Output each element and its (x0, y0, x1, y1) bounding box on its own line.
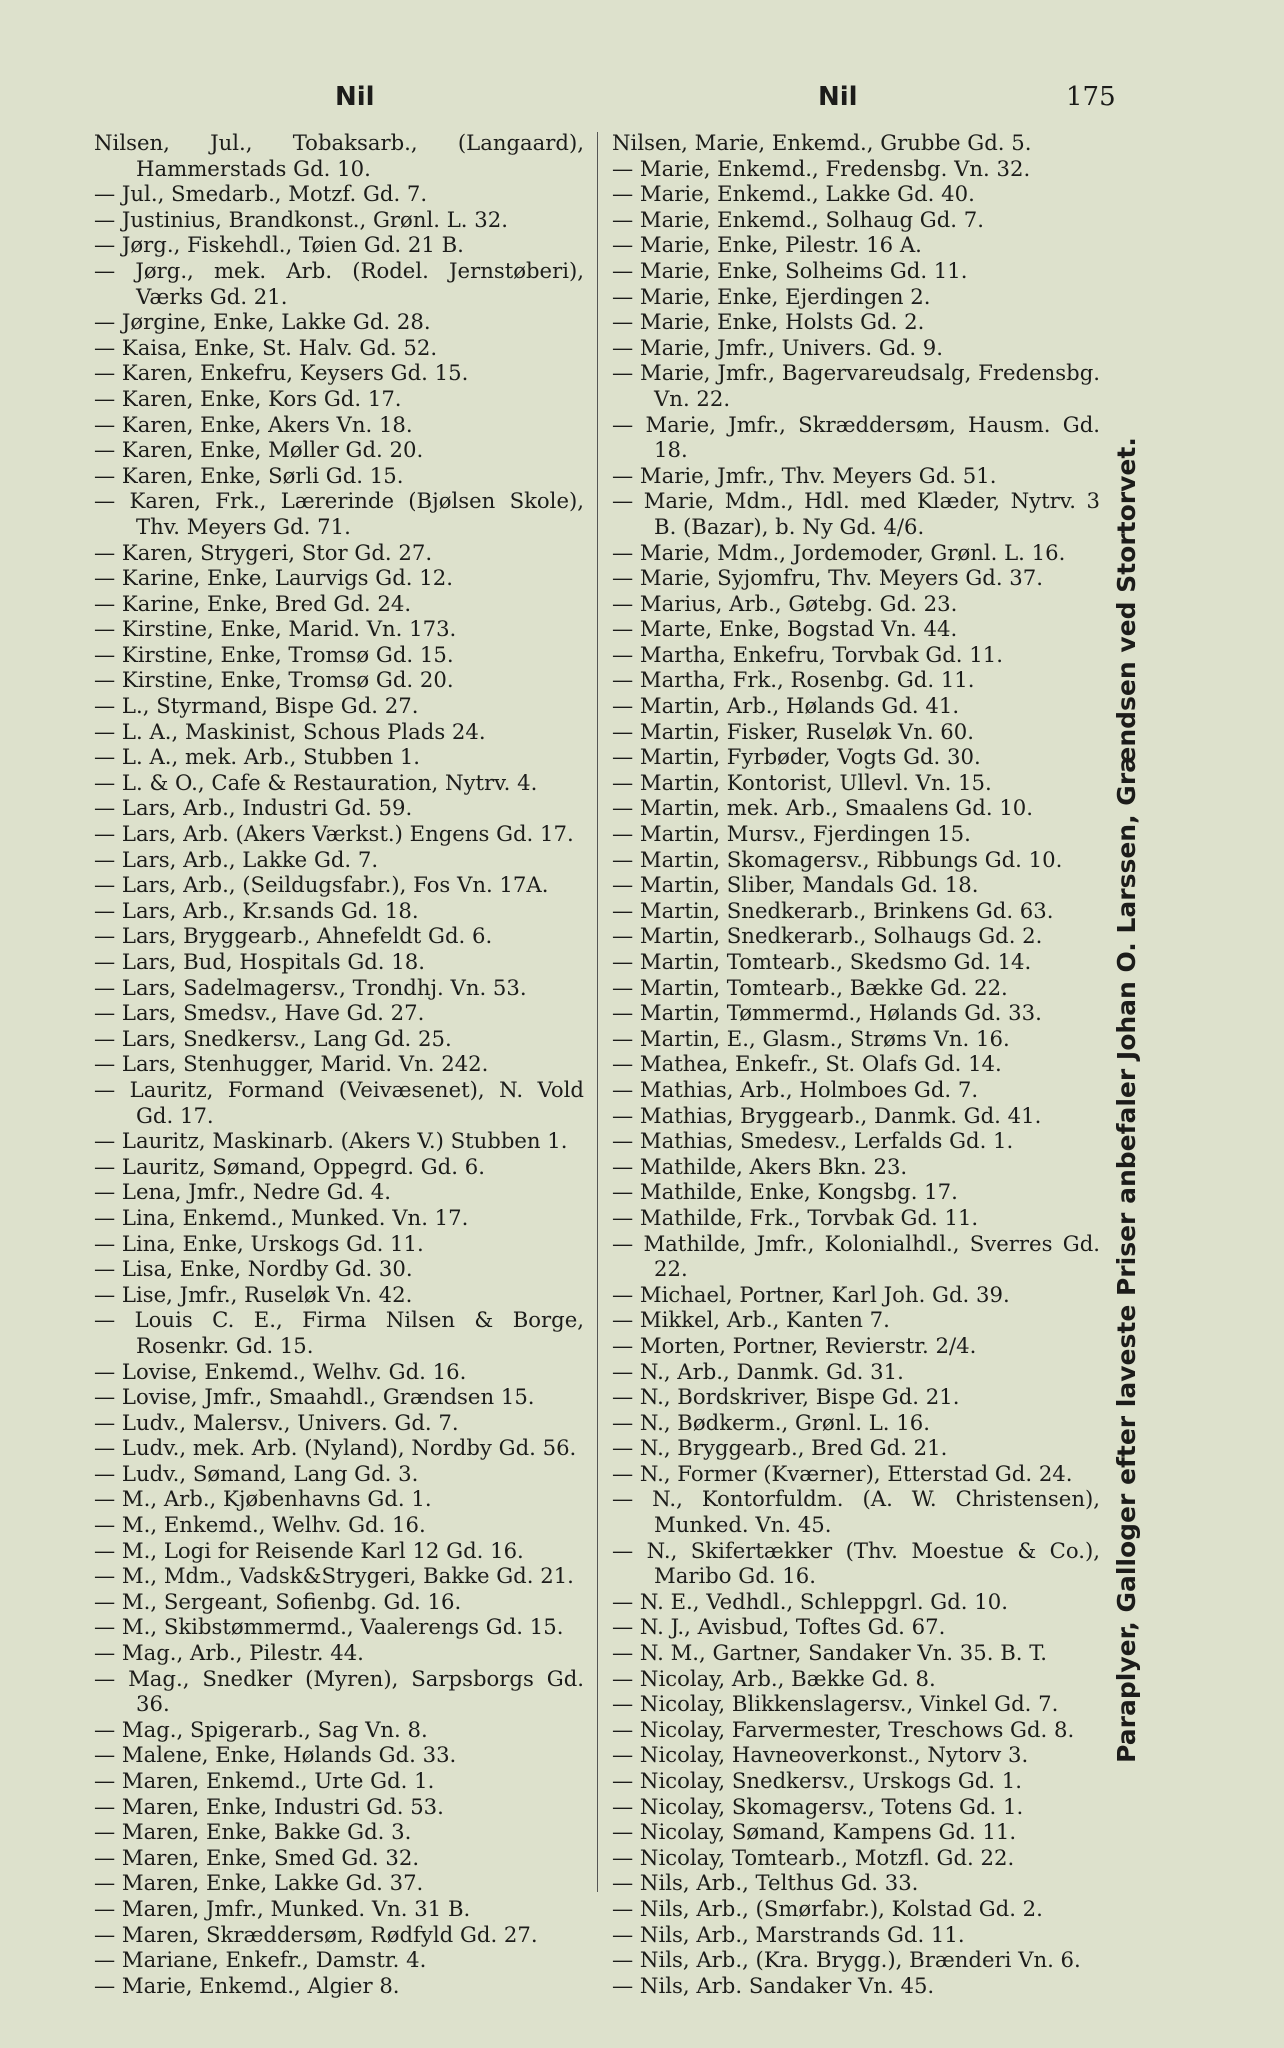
directory-entry: — M., Skibstømmermd., Vaalerengs Gd. 15. (94, 1614, 564, 1640)
directory-entry: — Martha, Frk., Rosenbg. Gd. 11. (612, 667, 975, 693)
directory-entry: — Michael, Portner, Karl Joh. Gd. 39. (612, 1281, 1010, 1307)
directory-entry: — Malene, Enke, Hølands Gd. 33. (94, 1742, 457, 1768)
directory-entry: — Mathias, Bryggearb., Danmk. Gd. 41. (612, 1102, 1042, 1128)
directory-entry: — Martin, mek. Arb., Smaalens Gd. 10. (612, 795, 1034, 821)
directory-entry: — Karen, Enke, Sørli Gd. 15. (94, 462, 404, 488)
directory-entry: — Nicolay, Skomagersv., Totens Gd. 1. (612, 1793, 1024, 1819)
directory-entry: — Mathias, Arb., Holmboes Gd. 7. (612, 1076, 979, 1102)
directory-entry: — Lars, Bryggearb., Ahnefeldt Gd. 6. (94, 923, 493, 949)
directory-entry: — Maren, Enke, Bakke Gd. 3. (94, 1819, 412, 1845)
directory-entry: — Karen, Enke, Akers Vn. 18. (94, 411, 413, 437)
directory-entry: — Martin, Snedkerarb., Solhaugs Gd. 2. (612, 923, 1043, 949)
directory-entry: — Nils, Arb., Telthus Gd. 33. (612, 1870, 919, 1896)
header-left-guide: Nil (335, 82, 375, 112)
directory-entry: — Marie, Enkemd., Fredensbg. Vn. 32. (612, 155, 1031, 181)
directory-entry: — Lina, Enkemd., Munked. Vn. 17. (94, 1204, 469, 1230)
header-center-guide: Nil (818, 82, 858, 112)
directory-entry: — Marius, Arb., Gøtebg. Gd. 23. (612, 590, 958, 616)
directory-entry: — Nils, Arb., Marstrands Gd. 11. (612, 1921, 965, 1947)
column-divider (597, 132, 598, 1892)
directory-entry: Nilsen, Jul., Tobaksarb., (Langaard), Hammerstads Gd. 10. (94, 130, 584, 181)
directory-entry: — Marie, Enke, Pilestr. 16 A. (612, 232, 922, 258)
directory-entry: — M., Arb., Kjøbenhavns Gd. 1. (94, 1486, 432, 1512)
directory-entry: — Marie, Jmfr., Univers. Gd. 9. (612, 334, 944, 360)
directory-entry: — Marie, Jmfr., Thv. Meyers Gd. 51. (612, 462, 997, 488)
directory-entry: — Martin, Kontorist, Ullevl. Vn. 15. (612, 769, 992, 795)
directory-entry: — Nicolay, Farvermester, Treschows Gd. 8. (612, 1716, 1075, 1742)
directory-entry: — Karine, Enke, Bred Gd. 24. (94, 590, 412, 616)
directory-entry: — Morten, Portner, Revierstr. 2/4. (612, 1332, 977, 1358)
directory-entry: — N., Arb., Danmk. Gd. 31. (612, 1358, 904, 1384)
directory-entry: — N. M., Gartner, Sandaker Vn. 35. B. T. (612, 1640, 1047, 1666)
directory-entry: — Nicolay, Sømand, Kampens Gd. 11. (612, 1819, 1017, 1845)
directory-entry: — Martin, Snedkerarb., Brinkens Gd. 63. (612, 897, 1054, 923)
directory-entry: — Marie, Jmfr., Skræddersøm, Hausm. Gd. 18. (612, 411, 1100, 463)
directory-entry: Nilsen, Marie, Enkemd., Grubbe Gd. 5. (612, 130, 1032, 155)
directory-entry: — Marie, Syjomfru, Thv. Meyers Gd. 37. (612, 565, 1043, 591)
directory-entry: — M., Enkemd., Welhv. Gd. 16. (94, 1512, 426, 1538)
directory-entry: — Lovise, Enkemd., Welhv. Gd. 16. (94, 1358, 467, 1384)
directory-entry: — Kirstine, Enke, Marid. Vn. 173. (94, 616, 457, 642)
directory-entry: — Kirstine, Enke, Tromsø Gd. 20. (94, 667, 454, 693)
directory-entry: — Maren, Enke, Smed Gd. 32. (94, 1844, 420, 1870)
directory-entry: — Nicolay, Havneoverkonst., Nytorv 3. (612, 1742, 1029, 1768)
directory-entry: — N., Former (Kværner), Etterstad Gd. 24. (612, 1460, 1073, 1486)
directory-entry: — Maren, Enke, Industri Gd. 53. (94, 1793, 444, 1819)
directory-entry: — Maren, Skræddersøm, Rødfyld Gd. 27. (94, 1921, 538, 1947)
directory-entry: — Jul., Smedarb., Motzf. Gd. 7. (94, 181, 428, 207)
directory-entry: — Martin, Tømmermd., Hølands Gd. 33. (612, 1000, 1042, 1026)
directory-entry: — Lars, Arb., Lakke Gd. 7. (94, 846, 379, 872)
directory-entry: — Lauritz, Sømand, Oppegrd. Gd. 6. (94, 1153, 485, 1179)
directory-entry: — Lars, Smedsv., Have Gd. 27. (94, 1000, 425, 1026)
directory-entry: — Martin, Sliber, Mandals Gd. 18. (612, 872, 979, 898)
directory-entry: — Karen, Strygeri, Stor Gd. 27. (94, 539, 433, 565)
directory-entry: — Mathilde, Akers Bkn. 23. (612, 1153, 908, 1179)
directory-entry: — M., Mdm., Vadsk&Strygeri, Bakke Gd. 21. (94, 1563, 574, 1589)
right-column (612, 130, 1100, 1998)
directory-entry: — Marie, Enkemd., Algier 8. (94, 1972, 400, 1998)
directory-entry: — Marie, Mdm., Jordemoder, Grønl. L. 16. (612, 539, 1066, 565)
directory-entry: — Lisa, Enke, Nordby Gd. 30. (94, 1256, 413, 1282)
directory-entry: — Martin, Tomtearb., Bække Gd. 22. (612, 974, 1008, 1000)
directory-entry: — Marie, Mdm., Hdl. med Klæder, Nytrv. 3 B. (Bazar), b. Ny Gd. 4/6. (612, 488, 1100, 539)
directory-entry: — L., Styrmand, Bispe Gd. 27. (94, 693, 419, 719)
directory-entry: — Marie, Enkemd., Lakke Gd. 40. (612, 181, 975, 207)
directory-entry: — Jørg., mek. Arb. (Rodel. Jernstøberi), Værks Gd. 21. (94, 257, 584, 309)
directory-entry: — Lovise, Jmfr., Smaahdl., Grændsen 15. (94, 1384, 535, 1410)
directory-entry: — Jørgine, Enke, Lakke Gd. 28. (94, 309, 431, 335)
directory-entry: — Nicolay, Snedkersv., Urskogs Gd. 1. (612, 1768, 1022, 1793)
directory-entry: — Lars, Bud, Hospitals Gd. 18. (94, 949, 425, 974)
directory-entry: — Lina, Enke, Urskogs Gd. 11. (94, 1230, 424, 1256)
directory-entry: — Lena, Jmfr., Nedre Gd. 4. (94, 1179, 391, 1205)
directory-entry: — Martin, E., Glasm., Strøms Vn. 16. (612, 1025, 1010, 1051)
directory-entry: — Nicolay, Arb., Bække Gd. 8. (612, 1665, 936, 1691)
directory-entry: — N., Bryggearb., Bred Gd. 21. (612, 1435, 948, 1461)
directory-entry: — Marie, Enkemd., Solhaug Gd. 7. (612, 206, 984, 232)
directory-entry: — Maren, Enkemd., Urte Gd. 1. (94, 1768, 435, 1793)
directory-entry: — Marie, Enke, Ejerdingen 2. (612, 283, 931, 309)
directory-entry: — Mag., Spigerarb., Sag Vn. 8. (94, 1716, 428, 1742)
directory-entry: — Mikkel, Arb., Kanten 7. (612, 1307, 890, 1333)
directory-entry: — Lars, Snedkersv., Lang Gd. 25. (94, 1025, 452, 1051)
directory-entry: — Ludv., Malersv., Univers. Gd. 7. (94, 1409, 459, 1435)
directory-entry: — Lars, Arb., Industri Gd. 59. (94, 795, 413, 821)
directory-entry: — Ludv., Sømand, Lang Gd. 3. (94, 1460, 419, 1486)
directory-entry: — Lauritz, Formand (Veivæsenet), N. Vold Gd. 17. (94, 1076, 584, 1128)
directory-entry: — N., Kontorfuldm. (A. W. Christensen), Munked. Vn. 45. (612, 1486, 1100, 1538)
directory-entry: — Nicolay, Blikkenslagersv., Vinkel Gd. 7. (612, 1691, 1059, 1717)
directory-entry: — Marie, Enke, Holsts Gd. 2. (612, 309, 925, 335)
directory-entry: — Louis C. E., Firma Nilsen & Borge, Rosenkr. Gd. 15. (94, 1307, 584, 1358)
directory-entry: — Lauritz, Maskinarb. (Akers V.) Stubben 1. (94, 1128, 568, 1154)
directory-entry: — Martha, Enkefru, Torvbak Gd. 11. (612, 641, 1003, 667)
directory-entry: — Nils, Arb., (Smørfabr.), Kolstad Gd. 2. (612, 1895, 1043, 1921)
directory-entry: — Martin, Skomagersv., Ribbungs Gd. 10. (612, 846, 1063, 872)
directory-entry: — Mathilde, Enke, Kongsbg. 17. (612, 1179, 958, 1205)
directory-entry: — Karen, Enke, Møller Gd. 20. (94, 437, 424, 463)
directory-entry: — N., Bødkerm., Grønl. L. 16. (612, 1409, 930, 1435)
directory-entry: — N. E., Vedhdl., Schleppgrl. Gd. 10. (612, 1588, 1008, 1614)
directory-entry: — Martin, Arb., Hølands Gd. 41. (612, 693, 960, 719)
directory-entry: — Mariane, Enkefr., Damstr. 4. (94, 1947, 427, 1973)
directory-entry: — Nicolay, Tomtearb., Motzfl. Gd. 22. (612, 1844, 1015, 1870)
directory-entry: — Martin, Fisker, Ruseløk Vn. 60. (612, 718, 975, 744)
directory-entry: — Lars, Stenhugger, Marid. Vn. 242. (94, 1051, 489, 1077)
directory-entry: — Martin, Mursv., Fjerdingen 15. (612, 821, 971, 847)
directory-entry: — Maren, Jmfr., Munked. Vn. 31 B. (94, 1895, 471, 1921)
directory-entry: — Mathea, Enkefr., St. Olafs Gd. 14. (612, 1051, 1002, 1077)
directory-entry: — Mathilde, Jmfr., Kolonialhdl., Sverres Gd. 22. (612, 1230, 1100, 1282)
directory-entry: — Karine, Enke, Laurvigs Gd. 12. (94, 565, 453, 591)
side-advertisement: Paraplyer, Galloger efter laveste Priser anbefaler Johan O. Larssen, Grændsen ved Stortorvet. (1112, 437, 1141, 1763)
directory-entry: — Martin, Fyrbøder, Vogts Gd. 30. (612, 744, 981, 770)
directory-entry: — Marte, Enke, Bogstad Vn. 44. (612, 616, 958, 642)
directory-entry: — N., Skifertækker (Thv. Moestue & Co.), Maribo Gd. 16. (612, 1537, 1100, 1589)
directory-entry: — M., Sergeant, Sofienbg. Gd. 16. (94, 1588, 462, 1614)
directory-entry: — Lars, Arb., Kr.sands Gd. 18. (94, 897, 419, 923)
directory-entry: — L. A., Maskinist, Schous Plads 24. (94, 718, 486, 744)
directory-entry: — Kaisa, Enke, St. Halv. Gd. 52. (94, 334, 438, 360)
directory-entry: — Justinius, Brandkonst., Grønl. L. 32. (94, 206, 508, 232)
directory-entry: — Jørg., Fiskehdl., Tøien Gd. 21 B. (94, 232, 464, 258)
directory-entry: — Marie, Jmfr., Bagervareudsalg, Fredensbg. Vn. 22. (612, 360, 1100, 411)
directory-entry: — Mathias, Smedesv., Lerfalds Gd. 1. (612, 1128, 1014, 1154)
directory-entry: — Martin, Tomtearb., Skedsmo Gd. 14. (612, 949, 1032, 974)
directory-entry: — Ludv., mek. Arb. (Nyland), Nordby Gd. 56. (94, 1435, 577, 1461)
directory-entry: — Lars, Arb., (Seildugsfabr.), Fos Vn. 17A. (94, 872, 549, 898)
directory-entry: — N., Bordskriver, Bispe Gd. 21. (612, 1384, 960, 1410)
page-number: 175 (1066, 82, 1116, 112)
directory-entry: — Maren, Enke, Lakke Gd. 37. (94, 1870, 424, 1896)
directory-entry: — Kirstine, Enke, Tromsø Gd. 15. (94, 641, 454, 667)
directory-entry: — Lars, Arb. (Akers Værkst.) Engens Gd. 17. (94, 821, 574, 847)
directory-entry: — Marie, Enke, Solheims Gd. 11. (612, 257, 968, 283)
directory-entry: — L. A., mek. Arb., Stubben 1. (94, 744, 421, 770)
directory-entry: — Lise, Jmfr., Ruseløk Vn. 42. (94, 1281, 413, 1307)
directory-entry: — Mathilde, Frk., Torvbak Gd. 11. (612, 1204, 979, 1230)
directory-entry: — Karen, Enkefru, Keysers Gd. 15. (94, 360, 469, 386)
directory-entry: — N. J., Avisbud, Toftes Gd. 67. (612, 1614, 946, 1640)
directory-entry: — Karen, Enke, Kors Gd. 17. (94, 385, 402, 411)
directory-entry: — Karen, Frk., Lærerinde (Bjølsen Skole), Thv. Meyers Gd. 71. (94, 488, 584, 539)
directory-entry: — M., Logi for Reisende Karl 12 Gd. 16. (94, 1537, 524, 1563)
left-column (94, 130, 584, 1998)
directory-entry: — Nils, Arb. Sandaker Vn. 45. (612, 1972, 935, 1998)
directory-entry: — Mag., Arb., Pilestr. 44. (94, 1640, 364, 1666)
directory-entry: — Lars, Sadelmagersv., Trondhj. Vn. 53. (94, 974, 527, 1000)
directory-entry: — Mag., Snedker (Myren), Sarpsborgs Gd. 36. (94, 1665, 584, 1717)
directory-entry: — Nils, Arb., (Kra. Brygg.), Brænderi Vn. 6. (612, 1947, 1081, 1973)
directory-entry: — L. & O., Cafe & Restauration, Nytrv. 4. (94, 769, 538, 795)
